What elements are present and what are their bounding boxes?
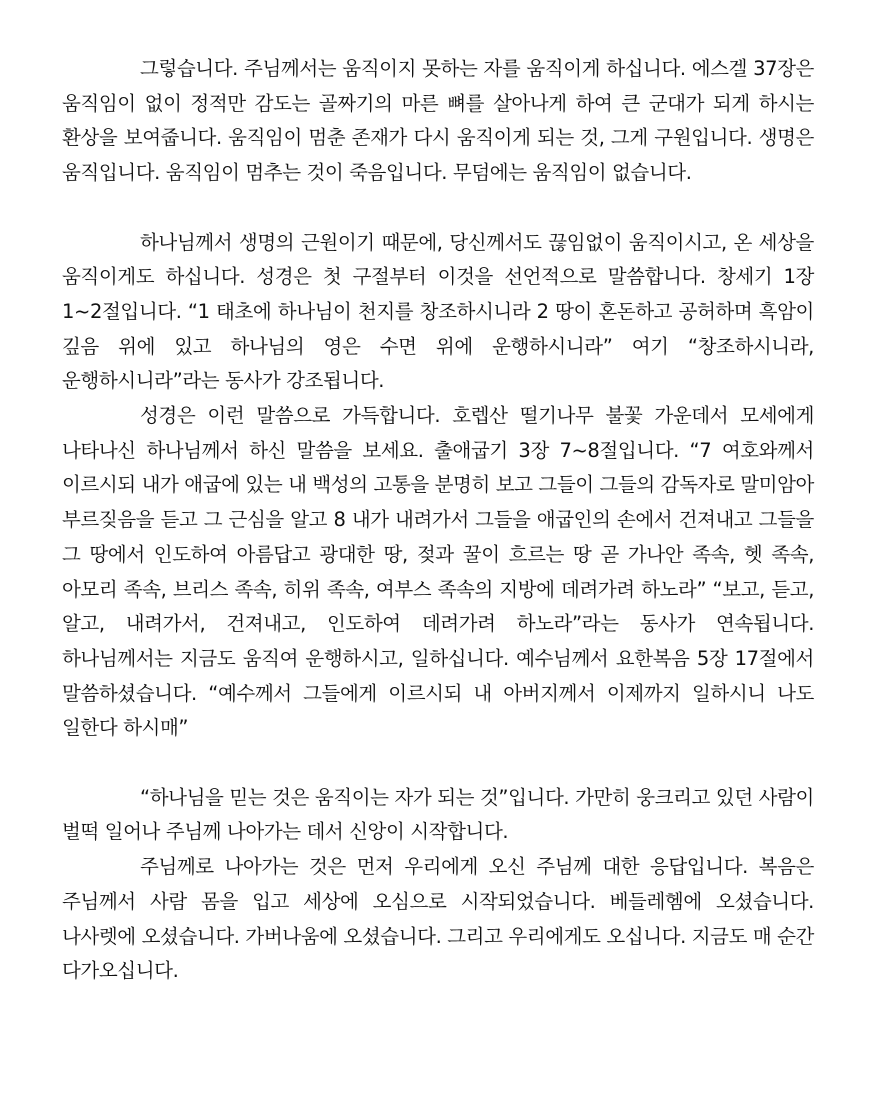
paragraph-4: “하나님을 믿는 것은 움직이는 자가 되는 것”입니다. 가만히 웅크리고 있던 사람이 벌떡 일어나 주님께 나아가는 데서 신앙이 시작합니다. <box>62 785 814 844</box>
paragraph-3: 성경은 이런 말씀으로 가득합니다. 호렙산 떨기나무 불꽃 가운데서 모세에게 나타나신 하나님께서 하신 말씀을 보세요. 출애굽기 3장 7~8절입니다. “7 여호와께서 이르시되 내가 애굽에 있는 내 백성의 고통을 분명히 보고 그들이 그들의 감독자로 말미암아 부르짖음을 듣고 그 근심을 알고 8 내가 내려가서 그들을 애굽인의 손에서 건져내고 그들을 그 땅에서 인도하여 아름답고 광대한 땅, 젖과 꿀이 흐르는 땅 곧 가나안 족속, 헷 족속, 아모리 족속, 브리스 족속, 히위 족속, 여부스 족속의 지방에 데려가려 하노라” “보고, 듣고, 알고, 내려가서, 건져내고, 인도하여 데려가려 하노라”라는 동사가 연속됩니다. 하나님께서는 지금도 움직여 운행하시고, 일하십니다. 예수님께서 요한복음 5장 17절에서 말씀하셨습니다. “예수께서 그들에게 이르시되 내 아버지께서 이제까지 일하시니 나도 일한다 하시매” <box>62 404 814 740</box>
paragraph-spacer <box>62 191 814 226</box>
document-page <box>62 52 814 989</box>
paragraph-1: 그렇습니다. 주님께서는 움직이지 못하는 자를 움직이게 하십니다. 에스겔 37장은 움직임이 없이 정적만 감도는 골짜기의 마른 뼈를 살아나게 하여 큰 군대가 되게 하시는 환상을 보여줍니다. 움직임이 멈춘 존재가 다시 움직이게 되는 것, 그게 구원입니다. 생명은 움직입니다. 움직임이 멈추는 것이 죽음입니다. 무덤에는 움직임이 없습니다. <box>62 57 814 185</box>
paragraph-2: 하나님께서 생명의 근원이기 때문에, 당신께서도 끊임없이 움직이시고, 온 세상을 움직이게도 하십니다. 성경은 첫 구절부터 이것을 선언적으로 말씀합니다. 창세기 1장 1~2절입니다. “1 태초에 하나님이 천지를 창조하시니라 2 땅이 혼돈하고 공허하며 흑암이 깊음 위에 있고 하나님의 영은 수면 위에 운행하시니라” 여기 “창조하시니라, 운행하시니라”라는 동사가 강조됩니다. <box>62 230 814 393</box>
paragraph-5: 주님께로 나아가는 것은 먼저 우리에게 오신 주님께 대한 응답입니다. 복음은 주님께서 사람 몸을 입고 세상에 오심으로 시작되었습니다. 베들레헴에 오셨습니다. 나사렛에 오셨습니다. 가버나움에 오셨습니다. 그리고 우리에게도 오십니다. 지금도 매 순간 다가오십니다. <box>62 855 814 983</box>
paragraph-spacer <box>62 746 814 781</box>
